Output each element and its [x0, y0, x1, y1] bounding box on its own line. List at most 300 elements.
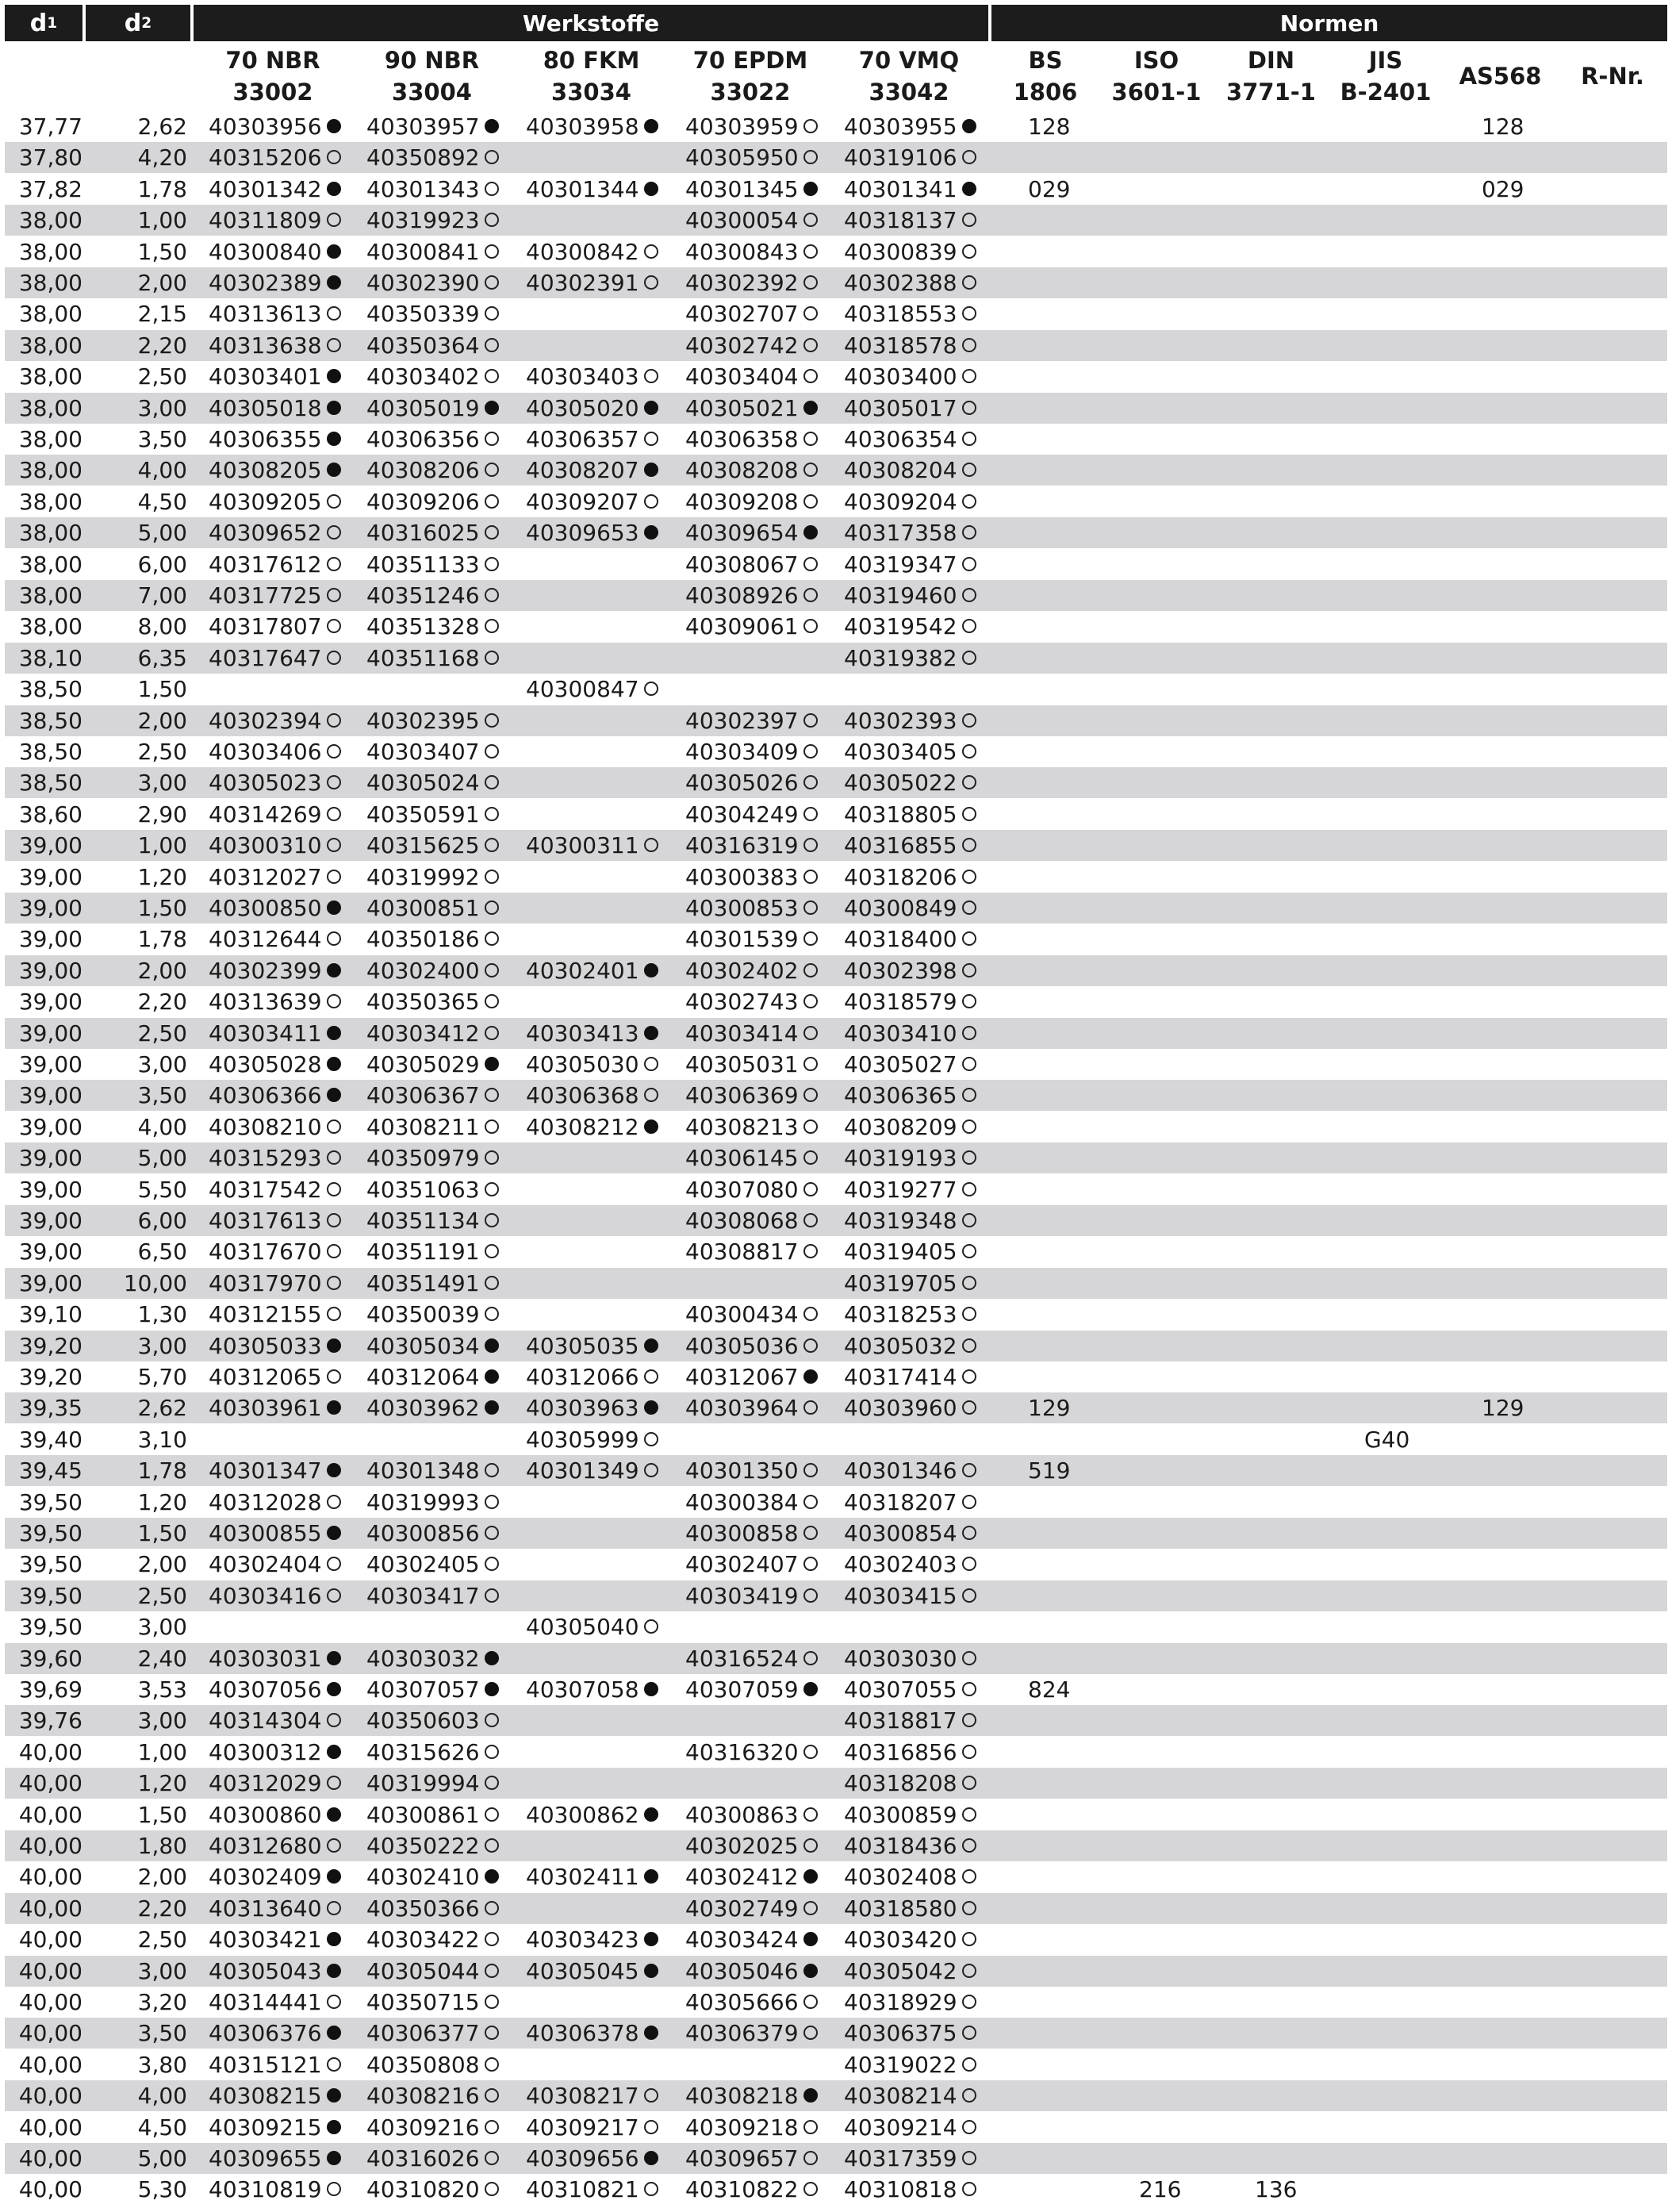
open-circle-icon	[485, 838, 499, 852]
article-cell	[209, 2018, 351, 2049]
article-cell	[844, 1643, 987, 1674]
article-cell	[209, 893, 351, 924]
article-number: 40351191	[366, 1238, 480, 1265]
article-cell	[844, 236, 987, 267]
article-number: 40312064	[366, 1364, 480, 1390]
filled-circle-icon	[327, 901, 341, 915]
article-cell	[685, 705, 828, 736]
norm-cell: 129	[1482, 1395, 1524, 1422]
open-circle-icon	[803, 1400, 818, 1415]
table-row	[5, 174, 1667, 205]
table-row	[5, 1142, 1667, 1173]
article-cell	[209, 517, 351, 548]
article-cell	[685, 517, 828, 548]
article-number: 40305022	[844, 770, 957, 797]
open-circle-icon	[803, 901, 818, 915]
article-number: 40306376	[209, 2020, 322, 2047]
article-number: 40303405	[844, 739, 957, 765]
article-number: 40301345	[685, 175, 799, 202]
article-number: 40350222	[366, 1833, 480, 1859]
open-circle-icon	[962, 1338, 976, 1353]
article-number: 40303955	[844, 113, 957, 140]
article-number: 40313638	[209, 332, 322, 359]
open-circle-icon	[644, 1432, 658, 1446]
open-circle-icon	[803, 463, 818, 477]
article-number: 40317970	[209, 1269, 322, 1296]
article-cell	[526, 1018, 669, 1049]
article-cell	[366, 2049, 509, 2080]
article-number: 40319405	[844, 1238, 957, 1265]
article-number: 40309657	[685, 2145, 799, 2172]
article-number: 40318817	[844, 1707, 957, 1734]
article-cell	[685, 236, 828, 267]
article-cell	[685, 736, 828, 767]
article-cell	[844, 1268, 987, 1299]
article-cell	[685, 1487, 828, 1518]
open-circle-icon	[962, 306, 976, 321]
article-cell	[366, 142, 509, 173]
open-circle-icon	[485, 744, 499, 758]
filled-circle-icon	[327, 2026, 341, 2040]
open-circle-icon	[962, 1526, 976, 1540]
article-number: 40300310	[209, 832, 322, 859]
article-cell	[209, 1392, 351, 1423]
article-number: 40300840	[209, 238, 322, 265]
d2-cell: 2,90	[137, 801, 187, 828]
material-header	[830, 43, 988, 109]
d2-cell: 3,53	[137, 1676, 187, 1703]
article-cell	[685, 580, 828, 611]
article-cell	[366, 1768, 509, 1799]
article-cell	[685, 1643, 828, 1674]
open-circle-icon	[803, 1307, 818, 1321]
open-circle-icon	[644, 682, 658, 696]
article-cell	[366, 1268, 509, 1299]
table-row	[5, 830, 1667, 861]
article-cell	[366, 1956, 509, 1987]
article-cell	[844, 1737, 987, 1768]
article-number: 40350892	[366, 144, 480, 171]
article-cell	[685, 455, 828, 486]
article-number: 40319106	[844, 144, 957, 171]
article-cell	[209, 1830, 351, 1861]
article-number: 40303424	[685, 1926, 799, 1953]
article-number: 40319993	[366, 1488, 480, 1515]
open-circle-icon	[962, 1682, 976, 1696]
article-cell	[526, 1799, 669, 1830]
d1-cell: 38,50	[18, 739, 82, 765]
d1-cell: 40,00	[18, 1833, 82, 1859]
article-number: 40302403	[844, 1551, 957, 1578]
article-cell	[526, 1924, 669, 1955]
open-circle-icon	[962, 1651, 976, 1665]
article-cell	[685, 1142, 828, 1173]
article-number: 40314269	[209, 801, 322, 828]
filled-circle-icon	[327, 1463, 341, 1477]
table-row	[5, 1643, 1667, 1674]
table-row	[5, 267, 1667, 298]
open-circle-icon	[803, 1026, 818, 1040]
norm-cell: 128	[1028, 113, 1071, 140]
open-circle-icon	[962, 1932, 976, 1946]
filled-circle-icon	[644, 1400, 658, 1415]
filled-circle-icon	[327, 1651, 341, 1665]
article-cell	[844, 986, 987, 1017]
filled-circle-icon	[803, 1964, 818, 1978]
article-number: 40319277	[844, 1176, 957, 1203]
article-cell	[526, 393, 669, 424]
open-circle-icon	[803, 713, 818, 728]
article-number: 40300384	[685, 1488, 799, 1515]
filled-circle-icon	[327, 1807, 341, 1822]
article-cell	[844, 830, 987, 861]
article-cell	[844, 799, 987, 830]
d1-cell: 38,00	[18, 332, 82, 359]
article-number: 40312644	[209, 926, 322, 953]
article-number: 40300861	[366, 1801, 480, 1828]
filled-circle-icon	[327, 1682, 341, 1696]
article-number: 40309216	[366, 2114, 480, 2141]
article-cell	[844, 1205, 987, 1236]
open-circle-icon	[327, 213, 341, 227]
table-row	[5, 1705, 1667, 1736]
article-cell	[526, 2112, 669, 2143]
article-cell	[685, 1737, 828, 1768]
table-row	[5, 924, 1667, 954]
article-number: 40317414	[844, 1364, 957, 1390]
d1-cell: 40,00	[18, 1801, 82, 1828]
d2-cell: 1,00	[137, 832, 187, 859]
norm-name: JIS	[1368, 47, 1403, 74]
header-normen	[991, 5, 1667, 41]
open-circle-icon	[962, 1463, 976, 1477]
article-cell	[366, 549, 509, 580]
article-number: 40313613	[209, 301, 322, 328]
article-number: 40319923	[366, 207, 480, 234]
open-circle-icon	[327, 2182, 341, 2196]
table-row	[5, 298, 1667, 329]
article-cell	[685, 1924, 828, 1955]
article-number: 40307057	[366, 1676, 480, 1703]
article-number: 40302392	[685, 270, 799, 296]
article-cell	[209, 455, 351, 486]
article-number: 40305044	[366, 1957, 480, 1984]
article-cell	[209, 1580, 351, 1611]
article-number: 40309207	[526, 488, 639, 515]
article-number: 40303957	[366, 113, 480, 140]
norm-cell: 128	[1482, 113, 1524, 140]
table-row	[5, 1987, 1667, 2018]
open-circle-icon	[485, 1088, 499, 1102]
norm-name: BS	[1028, 47, 1063, 74]
article-cell	[366, 1705, 509, 1736]
d1-cell: 38,00	[18, 582, 82, 609]
table-row	[5, 1768, 1667, 1799]
article-number: 40308212	[526, 1113, 639, 1140]
open-circle-icon	[962, 1557, 976, 1571]
article-number: 40351063	[366, 1176, 480, 1203]
article-cell	[366, 580, 509, 611]
norm-name: ISO	[1133, 47, 1179, 74]
article-cell	[366, 1205, 509, 1236]
d2-cell: 3,80	[137, 2051, 187, 2078]
article-cell	[685, 424, 828, 455]
article-cell	[209, 1236, 351, 1267]
filled-circle-icon	[485, 1651, 499, 1665]
table-row	[5, 2018, 1667, 2049]
filled-circle-icon	[485, 1369, 499, 1384]
article-cell	[844, 1705, 987, 1736]
article-cell	[366, 705, 509, 736]
open-circle-icon	[962, 807, 976, 821]
open-circle-icon	[644, 1463, 658, 1477]
open-circle-icon	[803, 2151, 818, 2165]
open-circle-icon	[485, 619, 499, 633]
article-cell	[844, 767, 987, 798]
article-cell	[366, 455, 509, 486]
article-cell	[366, 1049, 509, 1080]
article-cell	[685, 2112, 828, 2143]
article-cell	[209, 142, 351, 173]
article-cell	[685, 1861, 828, 1892]
table-row	[5, 1331, 1667, 1361]
open-circle-icon	[803, 963, 818, 977]
article-number: 40317542	[209, 1176, 322, 1203]
article-number: 40306358	[685, 426, 799, 452]
article-number: 40303960	[844, 1395, 957, 1422]
open-circle-icon	[962, 275, 976, 290]
article-cell	[685, 486, 828, 517]
open-circle-icon	[962, 901, 976, 915]
header-d1-subscript: 1	[47, 14, 58, 32]
article-number: 40305024	[366, 770, 480, 797]
d2-cell: 4,00	[137, 457, 187, 484]
article-cell	[526, 236, 669, 267]
article-cell	[209, 1737, 351, 1768]
article-cell	[209, 1705, 351, 1736]
filled-circle-icon	[644, 182, 658, 196]
header-d2-label: d	[124, 9, 142, 37]
filled-circle-icon	[485, 1338, 499, 1353]
article-number: 40315626	[366, 1738, 480, 1765]
open-circle-icon	[485, 2120, 499, 2134]
article-number: 40303412	[366, 1020, 480, 1046]
open-circle-icon	[327, 306, 341, 321]
d1-cell: 40,00	[18, 1989, 82, 2015]
article-cell	[209, 1205, 351, 1236]
article-cell	[685, 1549, 828, 1580]
table-row	[5, 674, 1667, 705]
article-cell	[844, 955, 987, 986]
article-number: 40308209	[844, 1113, 957, 1140]
article-number: 40350366	[366, 1895, 480, 1922]
article-number: 40300850	[209, 895, 322, 921]
d2-cell: 1,00	[137, 1738, 187, 1765]
article-number: 40307056	[209, 1676, 322, 1703]
article-number: 40312067	[685, 1364, 799, 1390]
d2-cell: 6,00	[137, 1208, 187, 1234]
open-circle-icon	[327, 1276, 341, 1290]
d2-cell: 2,50	[137, 1582, 187, 1609]
open-circle-icon	[485, 1119, 499, 1134]
article-number: 40302407	[685, 1551, 799, 1578]
d1-cell: 38,00	[18, 301, 82, 328]
open-circle-icon	[962, 494, 976, 509]
open-circle-icon	[327, 1213, 341, 1227]
filled-circle-icon	[644, 1026, 658, 1040]
article-cell	[366, 643, 509, 674]
filled-circle-icon	[327, 2120, 341, 2134]
d1-cell: 39,50	[18, 1551, 82, 1578]
filled-circle-icon	[644, 1338, 658, 1353]
table-row	[5, 1549, 1667, 1580]
article-number: 40302390	[366, 270, 480, 296]
open-circle-icon	[485, 2182, 499, 2196]
open-circle-icon	[803, 557, 818, 571]
article-cell	[366, 1987, 509, 2018]
article-number: 40302404	[209, 1551, 322, 1578]
open-circle-icon	[327, 1182, 341, 1196]
article-number: 40303031	[209, 1645, 322, 1672]
article-cell	[366, 986, 509, 1017]
open-circle-icon	[803, 1588, 818, 1603]
filled-circle-icon	[327, 963, 341, 977]
filled-circle-icon	[644, 119, 658, 133]
article-number: 40303032	[366, 1645, 480, 1672]
article-cell	[366, 1174, 509, 1205]
article-cell	[844, 1799, 987, 1830]
open-circle-icon	[327, 2057, 341, 2072]
d1-cell: 38,00	[18, 613, 82, 640]
filled-circle-icon	[644, 2151, 658, 2165]
open-circle-icon	[327, 494, 341, 509]
article-cell	[209, 2049, 351, 2080]
article-cell	[844, 111, 987, 142]
article-cell	[844, 361, 987, 392]
table-row	[5, 2049, 1667, 2080]
article-number: 40306355	[209, 426, 322, 452]
article-number: 40351246	[366, 582, 480, 609]
d1-cell: 39,50	[18, 1614, 82, 1641]
article-number: 40312155	[209, 1301, 322, 1328]
d1-cell: 40,00	[18, 1770, 82, 1797]
open-circle-icon	[327, 619, 341, 633]
article-number: 40301344	[526, 175, 639, 202]
d2-cell: 1,50	[137, 1801, 187, 1828]
filled-circle-icon	[327, 244, 341, 259]
article-cell	[209, 1455, 351, 1486]
d1-cell: 39,40	[18, 1426, 82, 1453]
table-row	[5, 361, 1667, 392]
article-cell	[209, 361, 351, 392]
article-number: 40305027	[844, 1051, 957, 1077]
article-cell	[209, 1799, 351, 1830]
open-circle-icon	[803, 1088, 818, 1102]
article-number: 40300849	[844, 895, 957, 921]
filled-circle-icon	[327, 1088, 341, 1102]
filled-circle-icon	[485, 119, 499, 133]
article-cell	[844, 1893, 987, 1924]
open-circle-icon	[962, 1244, 976, 1258]
article-number: 40306366	[209, 1082, 322, 1109]
article-cell	[685, 924, 828, 954]
article-cell	[844, 174, 987, 205]
article-number: 40306379	[685, 2020, 799, 2047]
article-number: 40305020	[526, 394, 639, 421]
article-number: 40316856	[844, 1738, 957, 1765]
material-code: 33004	[392, 79, 472, 106]
open-circle-icon	[644, 244, 658, 259]
article-cell	[526, 455, 669, 486]
d1-cell: 39,50	[18, 1520, 82, 1546]
open-circle-icon	[962, 525, 976, 540]
article-number: 40300839	[844, 238, 957, 265]
open-circle-icon	[327, 525, 341, 540]
article-number: 40350039	[366, 1301, 480, 1328]
open-circle-icon	[962, 744, 976, 758]
article-cell	[526, 361, 669, 392]
open-circle-icon	[485, 963, 499, 977]
article-number: 40303407	[366, 739, 480, 765]
article-number: 40318929	[844, 1989, 957, 2015]
article-number: 40309061	[685, 613, 799, 640]
table-row	[5, 580, 1667, 611]
article-number: 40306354	[844, 426, 957, 452]
article-cell	[209, 236, 351, 267]
article-number: 40305030	[526, 1051, 639, 1077]
d2-cell: 5,50	[137, 1176, 187, 1203]
table-row	[5, 517, 1667, 548]
open-circle-icon	[485, 1745, 499, 1759]
open-circle-icon	[962, 1119, 976, 1134]
table-row	[5, 111, 1667, 142]
open-circle-icon	[962, 1995, 976, 2009]
article-cell	[844, 1768, 987, 1799]
open-circle-icon	[962, 1495, 976, 1509]
d2-cell: 1,20	[137, 1770, 187, 1797]
open-circle-icon	[962, 1588, 976, 1603]
article-cell	[526, 1424, 669, 1455]
d1-cell: 39,50	[18, 1582, 82, 1609]
d1-cell: 40,00	[18, 2145, 82, 2172]
article-number: 40312028	[209, 1488, 322, 1515]
d2-cell: 2,50	[137, 1926, 187, 1953]
article-cell	[366, 298, 509, 329]
article-number: 40305042	[844, 1957, 957, 1984]
article-cell	[685, 1799, 828, 1830]
d1-cell: 40,00	[18, 1895, 82, 1922]
article-cell	[366, 767, 509, 798]
table-row	[5, 1112, 1667, 1142]
article-cell	[685, 1112, 828, 1142]
d2-cell: 3,50	[137, 1082, 187, 1109]
article-number: 40312066	[526, 1364, 639, 1390]
article-cell	[366, 1799, 509, 1830]
article-cell	[366, 1331, 509, 1361]
open-circle-icon	[803, 1119, 818, 1134]
d2-cell: 3,50	[137, 2020, 187, 2047]
open-circle-icon	[962, 588, 976, 602]
article-cell	[209, 2174, 351, 2205]
article-cell	[209, 1549, 351, 1580]
norm-cell: 029	[1028, 175, 1071, 202]
open-circle-icon	[485, 275, 499, 290]
d2-cell: 5,30	[137, 2176, 187, 2203]
article-cell	[366, 205, 509, 236]
article-number: 40308926	[685, 582, 799, 609]
article-number: 40302400	[366, 957, 480, 984]
d1-cell: 39,00	[18, 989, 82, 1016]
